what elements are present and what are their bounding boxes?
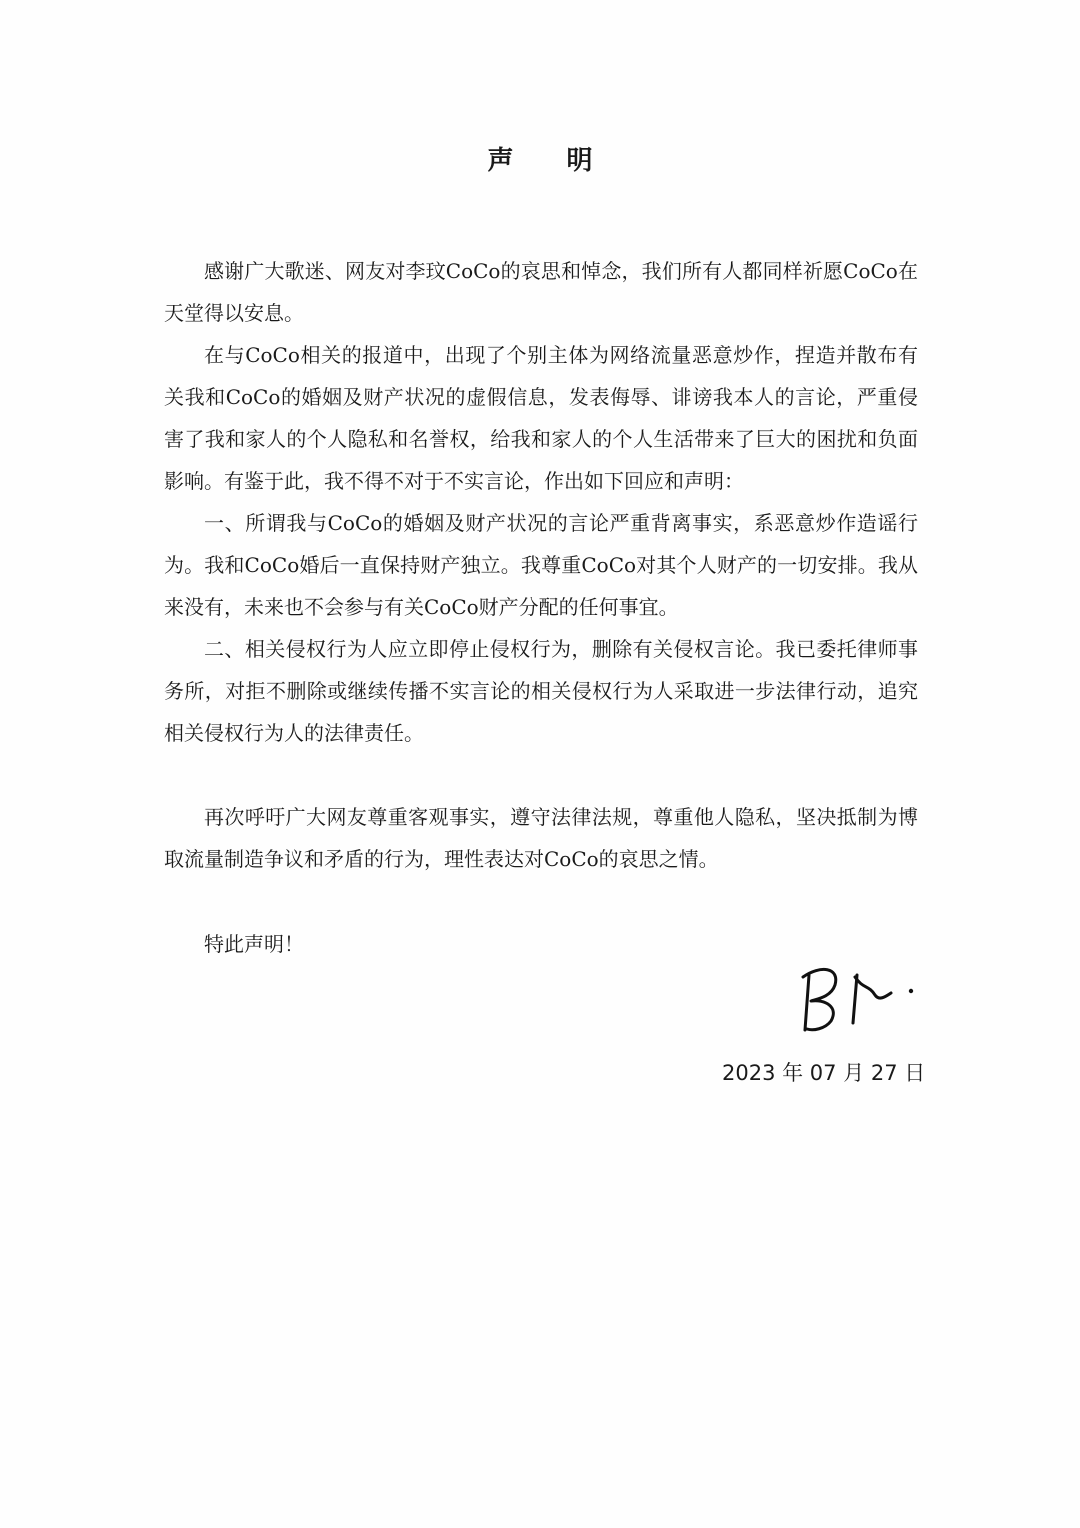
document-date: 2023 年 07 月 27 日 bbox=[722, 1061, 926, 1085]
handwritten-signature bbox=[795, 955, 925, 1045]
document-title: 声 明 bbox=[487, 146, 615, 176]
closing-statement: 特此声明！ bbox=[204, 932, 304, 956]
paragraph-3: 一、所谓我与CoCo的婚姻及财产状况的言论严重背离事实，系恶意炒作造谣行为。我和CoCo婚后一直保持财产独立。我尊重CoCo对其个人财产的一切安排。我从来没有，未来也不会参与有关CoCo财产分配的任何事宜。 bbox=[164, 511, 918, 619]
paragraph-4: 二、相关侵权行为人应立即停止侵权行为，删除有关侵权言论。我已委托律师事务所，对拒不删除或继续传播不实言论的相关侵权行为人采取进一步法律行动，追究相关侵权行为人的法律责任。 bbox=[164, 637, 918, 745]
paragraph-2: 在与CoCo相关的报道中，出现了个别主体为网络流量恶意炒作，捏造并散布有关我和CoCo的婚姻及财产状况的虚假信息，发表侮辱、诽谤我本人的言论，严重侵害了我和家人的个人隐私和名誉权，给我和家人的个人生活带来了巨大的困扰和负面影响。有鉴于此，我不得不对于不实言论，作出如下回应和声明： bbox=[164, 343, 918, 493]
paragraph-1: 感谢广大歌迷、网友对李玟CoCo的哀思和悼念，我们所有人都同样祈愿CoCo在天堂得以安息。 bbox=[164, 259, 918, 325]
paragraph-5: 再次呼吁广大网友尊重客观事实，遵守法律法规，尊重他人隐私，坚决抵制为博取流量制造争议和矛盾的行为，理性表达对CoCo的哀思之情。 bbox=[164, 805, 918, 871]
document-body bbox=[164, 250, 918, 880]
